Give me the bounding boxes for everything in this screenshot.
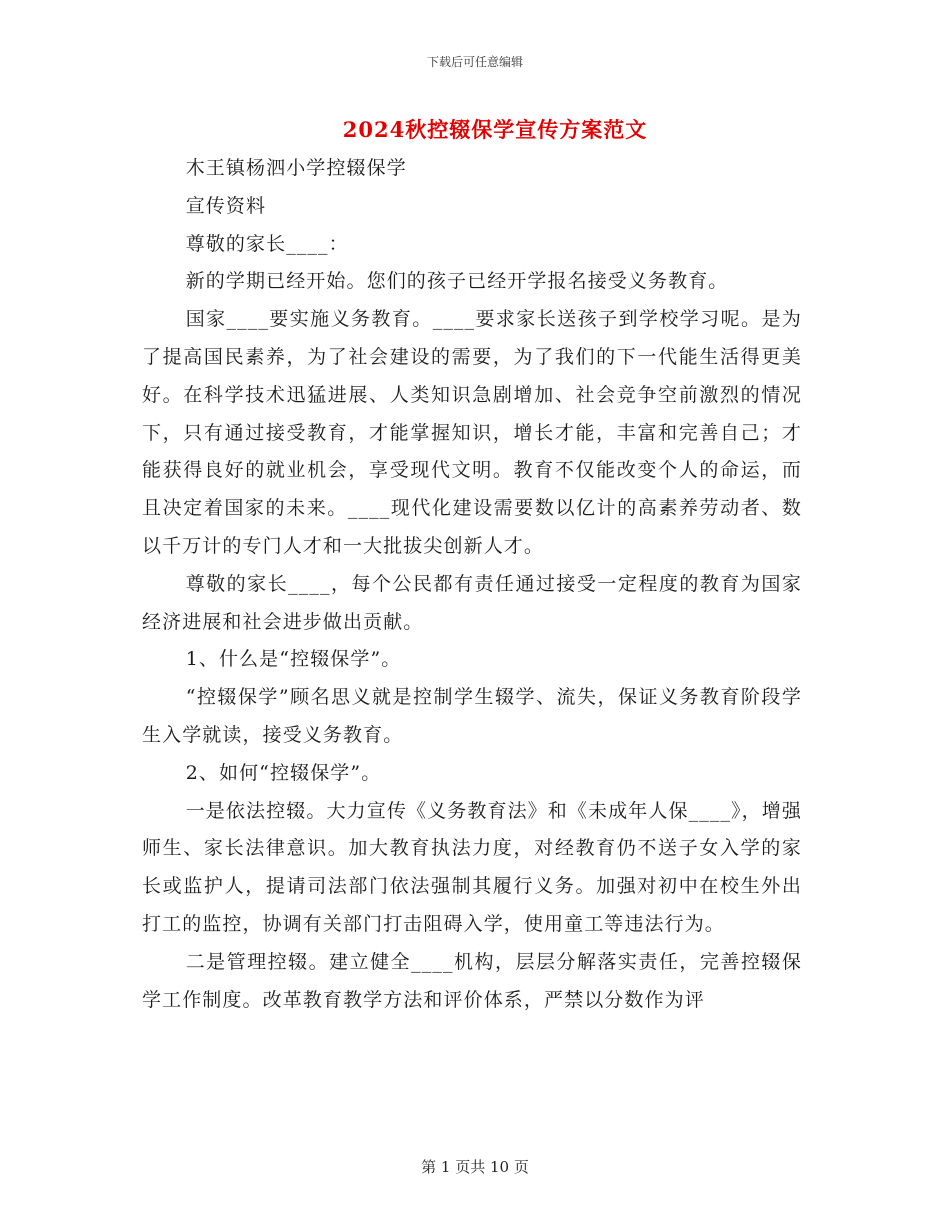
page-number: 第 1 页共 10 页 [421,1158,529,1176]
paragraph-subtitle: 宣传资料 [185,194,267,217]
paragraph: 尊敬的家长____，每个公民都有责任通过接受一定程度的教育为国家经济进展和社会进步做出贡献。 [142,572,802,633]
paragraph: 二是管理控辍。建立健全____机构，层层分解落实责任，完善控辍保学工作制度。改革教育教学方法和评价体系，严禁以分数作为评 [142,950,802,1011]
paragraph-school: 木王镇杨泗小学控辍保学 [185,157,407,179]
section-heading: 2、如何“控辍保学”。 [185,761,382,784]
paragraph: 一是依法控辍。大力宣传《义务教育法》和《未成年人保____》，增强师生、家长法律意识。加大教育执法力度，对经教育仍不送子女入学的家长或监护人，提请司法部门依法强制其履行义务。加强对初中在校生外出打工的监控，协调有关部门打击阻碍入学，使用童工等违法行为。 [142,799,802,935]
paragraph: 新的学期已经开始。您们的孩子已经开学报名接受义务教育。 [185,270,729,293]
header-note: 下载后可任意编辑 [426,55,523,69]
paragraph: 国家____要实施义务教育。____要求家长送孩子到学校学习呢。是为了提高国民素养，为了社会建设的需要，为了我们的下一代能生活得更美好。在科学技术迅猛进展、人类知识急剧增加、社会竞争空前激烈的情况下，只有通过接受教育，才能掌握知识，增长才能，丰富和完善自己；才能获得良好的就业机会，享受现代文明。教育不仅能改变个人的命运，而且决定着国家的未来。____现代化建设需要数以亿计的高素养劳动者、数以千万计的专门人才和一大批拔尖创新人才。 [142,308,802,557]
document-body [142,150,802,1019]
paragraph: “控辍保学”顾名思义就是控制学生辍学、流失，保证义务教育阶段学生入学就读，接受义务教育。 [142,686,802,746]
paragraph-salutation: 尊敬的家长____： [185,232,349,255]
section-heading: 1、什么是“控辍保学”。 [185,648,402,671]
document-title: 2024秋控辍保学宣传方案范文 [342,117,648,142]
